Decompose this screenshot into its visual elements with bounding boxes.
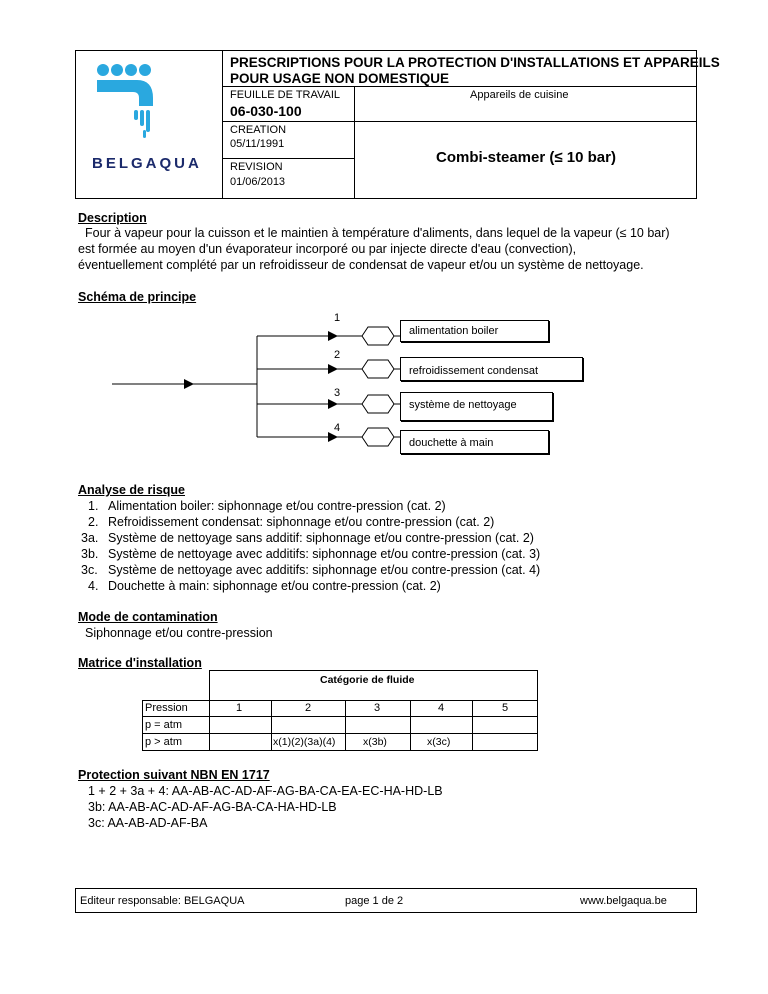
- branch-1: [257, 327, 400, 345]
- branch-label-box: [400, 320, 549, 342]
- schema-heading: Schéma de principe: [78, 290, 197, 304]
- fluid-category-header: Catégorie de fluide: [320, 674, 415, 686]
- contamination-text: Siphonnage et/ou contre-pression: [85, 626, 273, 640]
- category-label: Appareils de cuisine: [470, 89, 569, 101]
- protection-line: 1 + 2 + 3a + 4: AA-AB-AC-AD-AF-AG-BA-CA-EA-EC-HA-HD-LB: [88, 784, 443, 798]
- description-line: est formée au moyen d'un évaporateur incorporé ou par injecte directe d'eau (convection),: [78, 242, 577, 256]
- risk-item: 2. Refroidissement condensat: siphonnage et/ou contre-pression (cat. 2): [88, 515, 495, 529]
- sheet-label: FEUILLE DE TRAVAIL: [230, 89, 341, 101]
- branch-label: alimentation boiler: [409, 325, 499, 337]
- matrix-cell: x(3c): [427, 736, 451, 748]
- website-link[interactable]: www.belgaqua.be: [580, 895, 667, 907]
- branch-label-box: [400, 357, 583, 381]
- sheet-number: 06-030-100: [230, 103, 302, 119]
- description-line: éventuellement complété par un refroidisseur de condensat de vapeur et/ou un système de nettoyage.: [78, 258, 644, 272]
- contamination-heading: Mode de contamination: [78, 610, 218, 624]
- row-label: p > atm: [145, 736, 182, 748]
- inlet-arrow: [184, 379, 194, 389]
- risk-item: 4. Douchette à main: siphonnage et/ou contre-pression (cat. 2): [88, 579, 441, 593]
- subject-title: Combi-steamer (≤ 10 bar): [436, 149, 616, 166]
- risk-item: 3a. Système de nettoyage sans additif: siphonnage et/ou contre-pression (cat. 2): [81, 531, 534, 545]
- risk-item: 3b. Système de nettoyage avec additifs: siphonnage et/ou contre-pression (cat. 3): [81, 547, 541, 561]
- row-label: p = atm: [145, 719, 182, 731]
- matrix-heading: Matrice d'installation: [78, 656, 202, 670]
- branch-label: refroidissement condensat: [409, 365, 539, 377]
- branch-number: 2: [334, 349, 341, 361]
- category-5: 5: [502, 702, 509, 714]
- pressure-label: Pression: [145, 702, 188, 714]
- branch-3: [257, 395, 400, 413]
- category-2: 2: [305, 702, 312, 714]
- branch-4: [257, 428, 400, 446]
- risk-item: 3c. Système de nettoyage avec additifs: siphonnage et/ou contre-pression (cat. 4): [81, 563, 541, 577]
- category-1: 1: [236, 702, 243, 714]
- document-title: PRESCRIPTIONS POUR LA PROTECTION D'INSTALLATIONS ET APPAREILS: [230, 55, 720, 70]
- document-title-line2: POUR USAGE NON DOMESTIQUE: [230, 71, 450, 86]
- protection-heading: Protection suivant NBN EN 1717: [78, 768, 270, 782]
- protection-line: 3b: AA-AB-AC-AD-AF-AG-BA-CA-HA-HD-LB: [88, 800, 337, 814]
- risk-item: 1. Alimentation boiler: siphonnage et/ou contre-pression (cat. 2): [88, 499, 446, 513]
- branch-number: 3: [334, 387, 341, 399]
- risk-heading: Analyse de risque: [78, 483, 185, 497]
- creation-date: 05/11/1991: [230, 138, 285, 150]
- branch-2: [257, 360, 400, 378]
- branch-number: 1: [334, 312, 341, 324]
- matrix-cell: x(1)(2)(3a)(4): [273, 736, 336, 748]
- logo-wordmark: BELGAQUA: [92, 155, 202, 172]
- branch-label: douchette à main: [409, 437, 494, 449]
- branch-number: 4: [334, 422, 341, 434]
- protection-line: 3c: AA-AB-AD-AF-BA: [88, 816, 208, 830]
- publisher: Editeur responsable: BELGAQUA: [80, 895, 245, 907]
- revision-date: 01/06/2013: [230, 176, 286, 188]
- creation-label: CREATION: [230, 124, 287, 136]
- category-4: 4: [438, 702, 445, 714]
- branch-label: système de nettoyage: [409, 399, 517, 411]
- branch-label-box: [400, 392, 553, 421]
- matrix-cell: x(3b): [363, 736, 387, 748]
- branch-label-box: [400, 430, 549, 454]
- category-3: 3: [374, 702, 381, 714]
- description-line: Four à vapeur pour la cuisson et le maintien à température d'aliments, dans lequel de la vapeur (≤ 10 bar): [85, 226, 670, 240]
- revision-label: REVISION: [230, 161, 283, 173]
- description-heading: Description: [78, 211, 147, 225]
- page-number: page 1 de 2: [345, 895, 404, 907]
